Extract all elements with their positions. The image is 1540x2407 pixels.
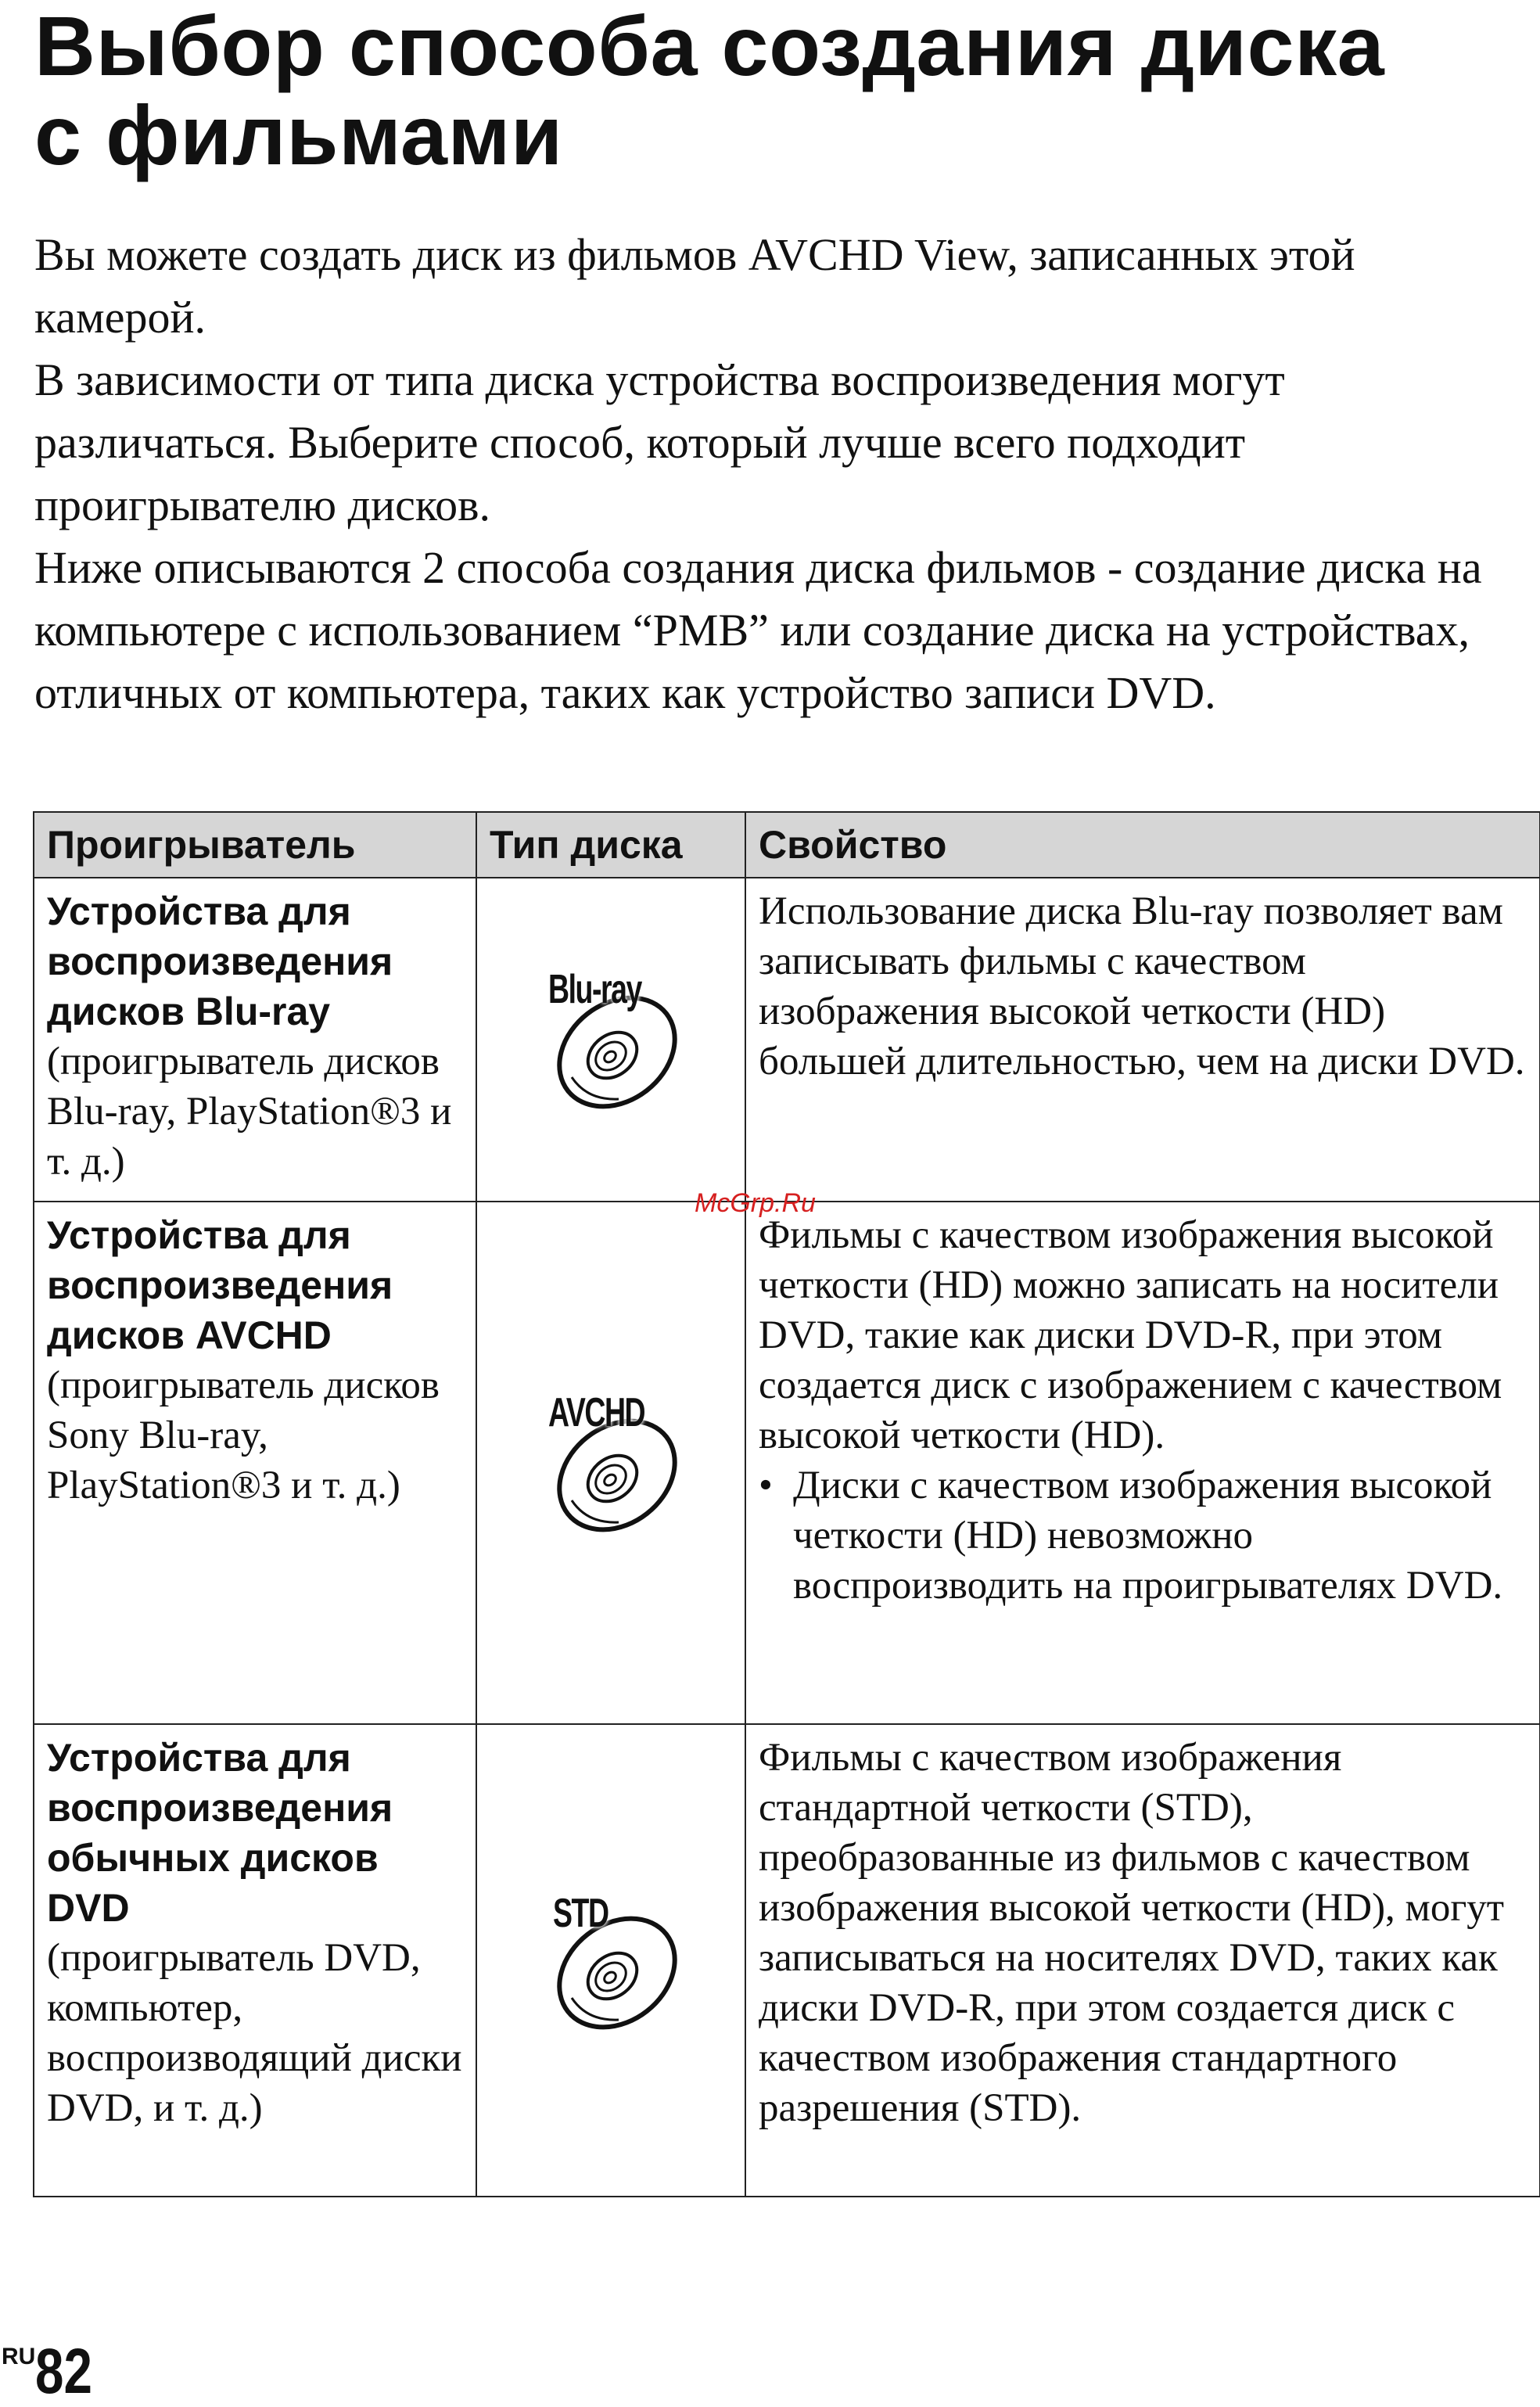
disc-label: AVCHD: [548, 1389, 645, 1435]
player-name: Устройства для воспроизведения дисков AVCHD: [47, 1213, 393, 1357]
page-number: [2, 2336, 107, 2407]
player-desc: (проигрыватель DVD, компьютер, воспроизводящий диски DVD, и т. д.): [47, 1936, 462, 2130]
property-text: Фильмы с качеством изображения стандартной четкости (STD), преобразованные из фильмов с качеством изображения высокой четкости (HD), могут записываться на носителях DVD, таких как диски DVD-R, при этом создается диск с качеством изображения стандартного разрешения (STD).: [759, 1736, 1505, 2130]
player-desc: (проигрыватель дисков Sony Blu-ray, PlayStation®3 и т. д.): [47, 1363, 440, 1507]
disc-label: STD: [553, 1890, 608, 1936]
property-text: Фильмы с качеством изображения высокой четкости (HD) можно записать на носители DVD, такие как диски DVD-R, при этом создается диск с изображением с качеством высокой четкости (HD).: [759, 1213, 1502, 1457]
bullet-text: Диски с качеством изображения высокой четкости (HD) невозможно воспроизводить на проигрывателях DVD.: [793, 1464, 1503, 1608]
player-desc: (проигрыватель дисков Blu-ray, PlayStation®3 и т. д.): [47, 1040, 452, 1184]
page-number-value: 82: [35, 2336, 93, 2407]
header-property: Свойство: [745, 812, 1540, 878]
disc-label: Blu-ray: [548, 966, 641, 1012]
std-disc-icon: [525, 1881, 697, 2037]
watermark: McGrp.Ru: [695, 1188, 816, 1218]
header-player: Проигрыватель: [34, 812, 476, 878]
disc-type-cell: [476, 878, 745, 1202]
table-header-row: [34, 812, 1540, 878]
intro-paragraph: Ниже описываются 2 способа создания диска фильмов - создание диска на компьютере с использованием “PMB” или создание диска на устройствах, отличных от компьютера, таких как устройство записи DVD.: [34, 542, 1482, 718]
note-bullet: [759, 1460, 1527, 1611]
disc-type-cell: [476, 1724, 745, 2197]
page-title-line-1: Выбор способа создания диска: [34, 0, 1385, 93]
page-title: [34, 2, 1520, 180]
blu-ray-disc-icon: [525, 960, 697, 1116]
language-code: RU: [2, 2344, 36, 2369]
table-row: [34, 1724, 1540, 2197]
player-cell: [34, 1724, 476, 2197]
avchd-disc-icon: [525, 1383, 697, 1539]
bullet-mark: •: [759, 1464, 773, 1507]
intro-paragraph: Вы можете создать диск из фильмов AVCHD View, записанных этой камерой.: [34, 229, 1355, 343]
player-name: Устройства для воспроизведения дисков Blu-ray: [47, 889, 393, 1033]
intro-paragraph: В зависимости от типа диска устройства воспроизведения могут различаться. Выберите способ, который лучше всего подходит проигрывателю дисков.: [34, 354, 1285, 530]
table-row: [34, 878, 1540, 1202]
page-title-line-2: с фильмами: [34, 88, 563, 182]
property-text: Использование диска Blu-ray позволяет вам записывать фильмы с качеством изображения высокой четкости (HD) большей длительностью, чем на диски DVD.: [759, 889, 1525, 1083]
intro-text: [34, 224, 1528, 724]
disc-options-table: [33, 811, 1540, 2197]
property-cell: [745, 878, 1540, 1202]
property-cell: [745, 1202, 1540, 1724]
header-disc-type: Тип диска: [476, 812, 745, 878]
property-cell: [745, 1724, 1540, 2197]
player-cell: [34, 878, 476, 1202]
player-name: Устройства для воспроизведения обычных дисков DVD: [47, 1736, 393, 1930]
disc-type-cell: [476, 1202, 745, 1724]
table-row: [34, 1202, 1540, 1724]
player-cell: [34, 1202, 476, 1724]
